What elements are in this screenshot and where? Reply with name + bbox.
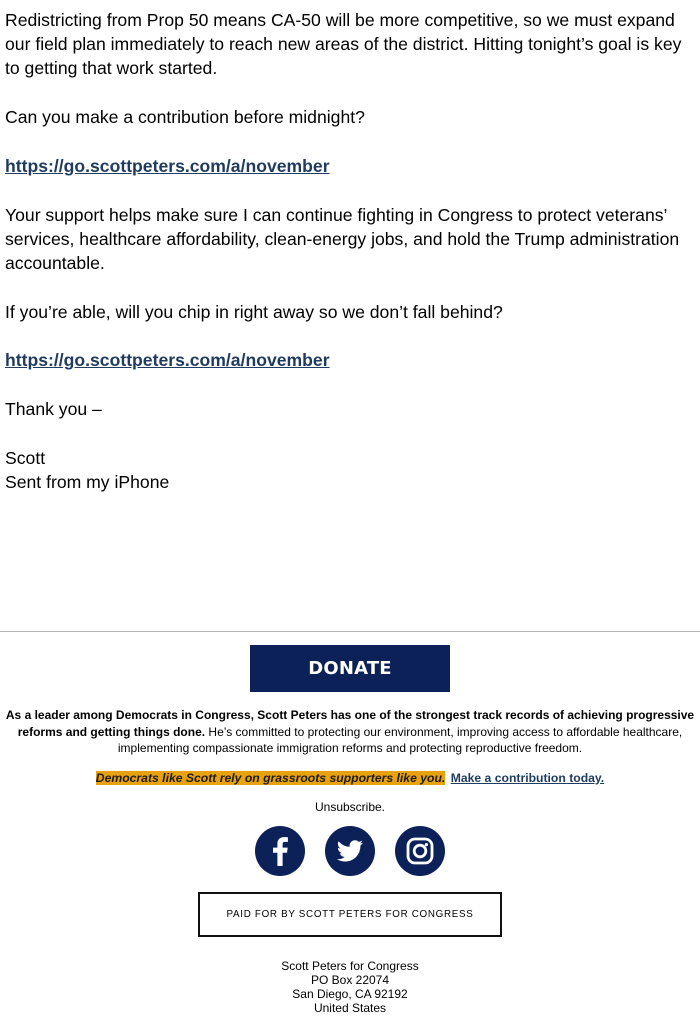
donate-button[interactable]: DONATE (250, 645, 450, 692)
spacer (5, 373, 697, 398)
paragraph-chip-in: If you’re able, will you chip in right away so we don’t fall behind? (5, 301, 503, 322)
signature-name: Scott (5, 447, 46, 468)
email-body (5, 8, 697, 494)
grassroots-line (0, 770, 700, 786)
about-scott-text (4, 707, 696, 757)
donation-link-1[interactable]: https://go.scottpeters.com/a/november (5, 155, 330, 176)
spacer (5, 421, 697, 446)
footer-divider (0, 631, 700, 632)
facebook-icon (255, 826, 305, 876)
instagram-icon (395, 826, 445, 876)
thank-you-text: Thank you – (5, 399, 102, 420)
twitter-button[interactable] (325, 826, 375, 876)
paragraph-contribution-ask: Can you make a contribution before midnight? (5, 107, 365, 128)
donation-link-2[interactable]: https://go.scottpeters.com/a/november (5, 350, 330, 371)
paragraph-support: Your support helps make sure I can continue fighting in Congress to protect veterans’ services, healthcare affordability, clean-energy jobs, and hold the Trump administration accountable. (5, 204, 680, 273)
mailing-address (0, 959, 700, 1015)
unsubscribe-link[interactable]: Unsubscribe. (314, 800, 386, 814)
about-bold-text: As a leader among Democrats in Congress, Scott Peters has one of the strongest track records of achieving progressive reforms and getting things done. (5, 708, 695, 739)
twitter-icon (325, 826, 375, 876)
paragraph-redistricting: Redistricting from Prop 50 means CA-50 will be more competitive, so we must expand our field plan immediately to reach new areas of the district. Hitting tonight’s goal is key to getting that work started. (5, 10, 682, 79)
spacer (5, 129, 697, 154)
spacer (5, 81, 697, 106)
spacer (5, 324, 697, 349)
instagram-button[interactable] (395, 826, 445, 876)
grassroots-highlight: Democrats like Scott rely on grassroots supporters like you. (95, 771, 446, 785)
spacer (5, 275, 697, 300)
address-po-box: PO Box 22074 (310, 973, 390, 987)
paid-for-disclaimer: PAID FOR BY SCOTT PETERS FOR CONGRESS (198, 892, 502, 937)
facebook-button[interactable] (255, 826, 305, 876)
address-city: San Diego, CA 92192 (292, 987, 408, 1001)
address-name: Scott Peters for Congress (281, 959, 419, 973)
address-country: United States (313, 1001, 387, 1015)
about-regular-text: He’s committed to protecting our environment, improving access to affordable healthcare, implementing compassionate immigration reforms and protecting reproductive freedom. (117, 724, 683, 755)
spacer (5, 178, 697, 203)
signature-device: Sent from my iPhone (5, 471, 170, 492)
make-contribution-link[interactable]: Make a contribution today. (450, 771, 605, 785)
